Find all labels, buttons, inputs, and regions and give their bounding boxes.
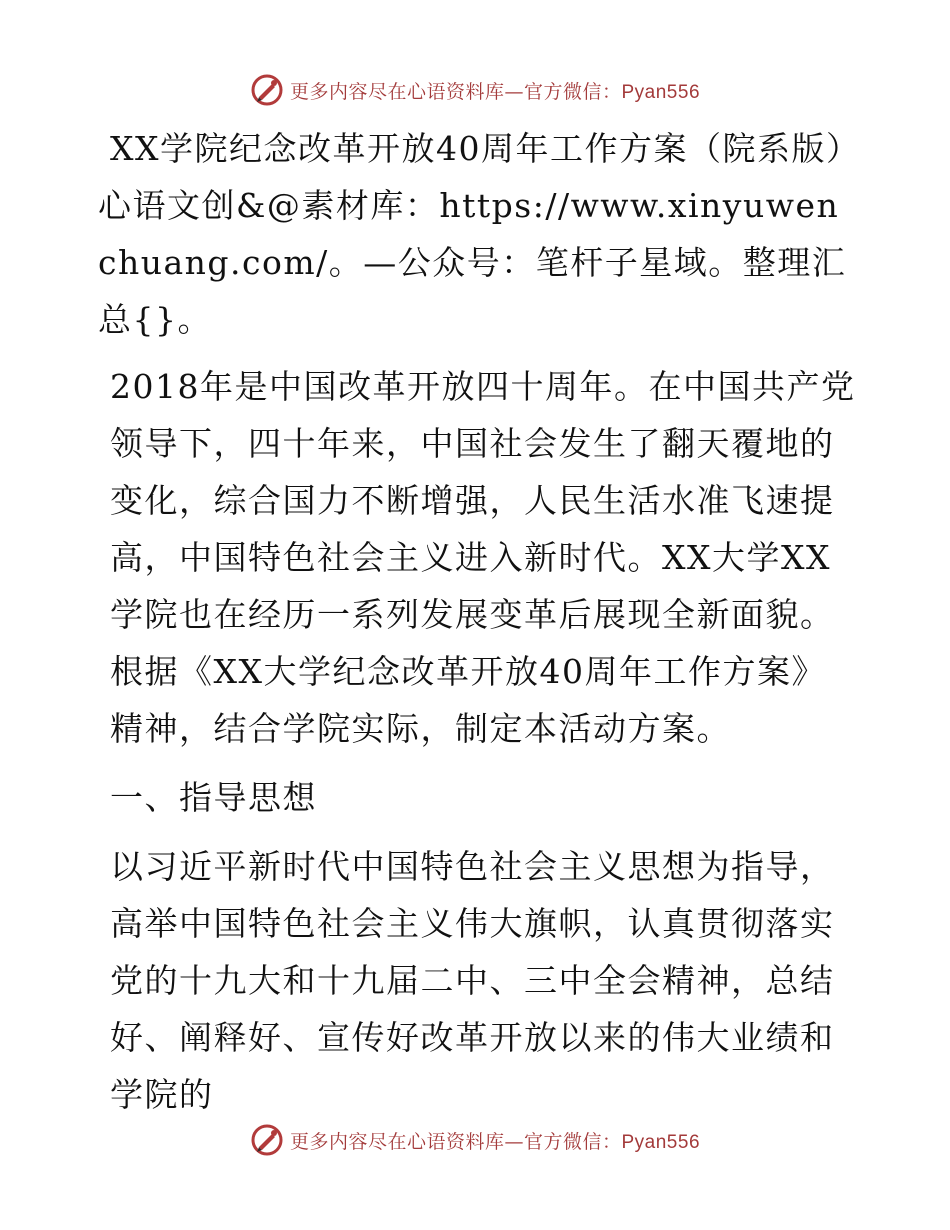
header-watermark — [0, 72, 950, 108]
section-heading: 一、指导思想 — [110, 778, 317, 817]
footer-watermark — [0, 1122, 950, 1158]
source-note: 心语文创&@素材库：https://www.xinyuwenchuang.com/。—公众号：笔杆子星域。整理汇总{}。 — [98, 186, 847, 339]
pen-logo-icon — [250, 1123, 284, 1157]
intro-paragraph: 2018年是中国改革开放四十周年。在中国共产党领导下，四十年来，中国社会发生了翻天覆地的变化，综合国力不断增强，人民生活水准飞速提高，中国特色社会主义进入新时代。XX大学XX学院也在经历一系列发展变革后展现全新面貌。根据《XX大学纪念改革开放40周年工作方案》精神，结合学院实际，制定本活动方案。 — [110, 367, 856, 748]
document-title: XX学院纪念改革开放40周年工作方案（院系版） — [110, 129, 861, 168]
section-paragraph: 以习近平新时代中国特色社会主义思想为指导，高举中国特色社会主义伟大旗帜，认真贯彻落实党的十九大和十九届二中、三中全会精神，总结好、阐释好、宣传好改革开放以来的伟大业绩和学院的 — [110, 847, 835, 1114]
pen-logo-icon — [250, 73, 284, 107]
document-body — [98, 120, 861, 1123]
watermark-text: 更多内容尽在心语资料库—官方微信：Pyan556 — [289, 80, 701, 103]
watermark-text: 更多内容尽在心语资料库—官方微信：Pyan556 — [289, 1130, 701, 1153]
